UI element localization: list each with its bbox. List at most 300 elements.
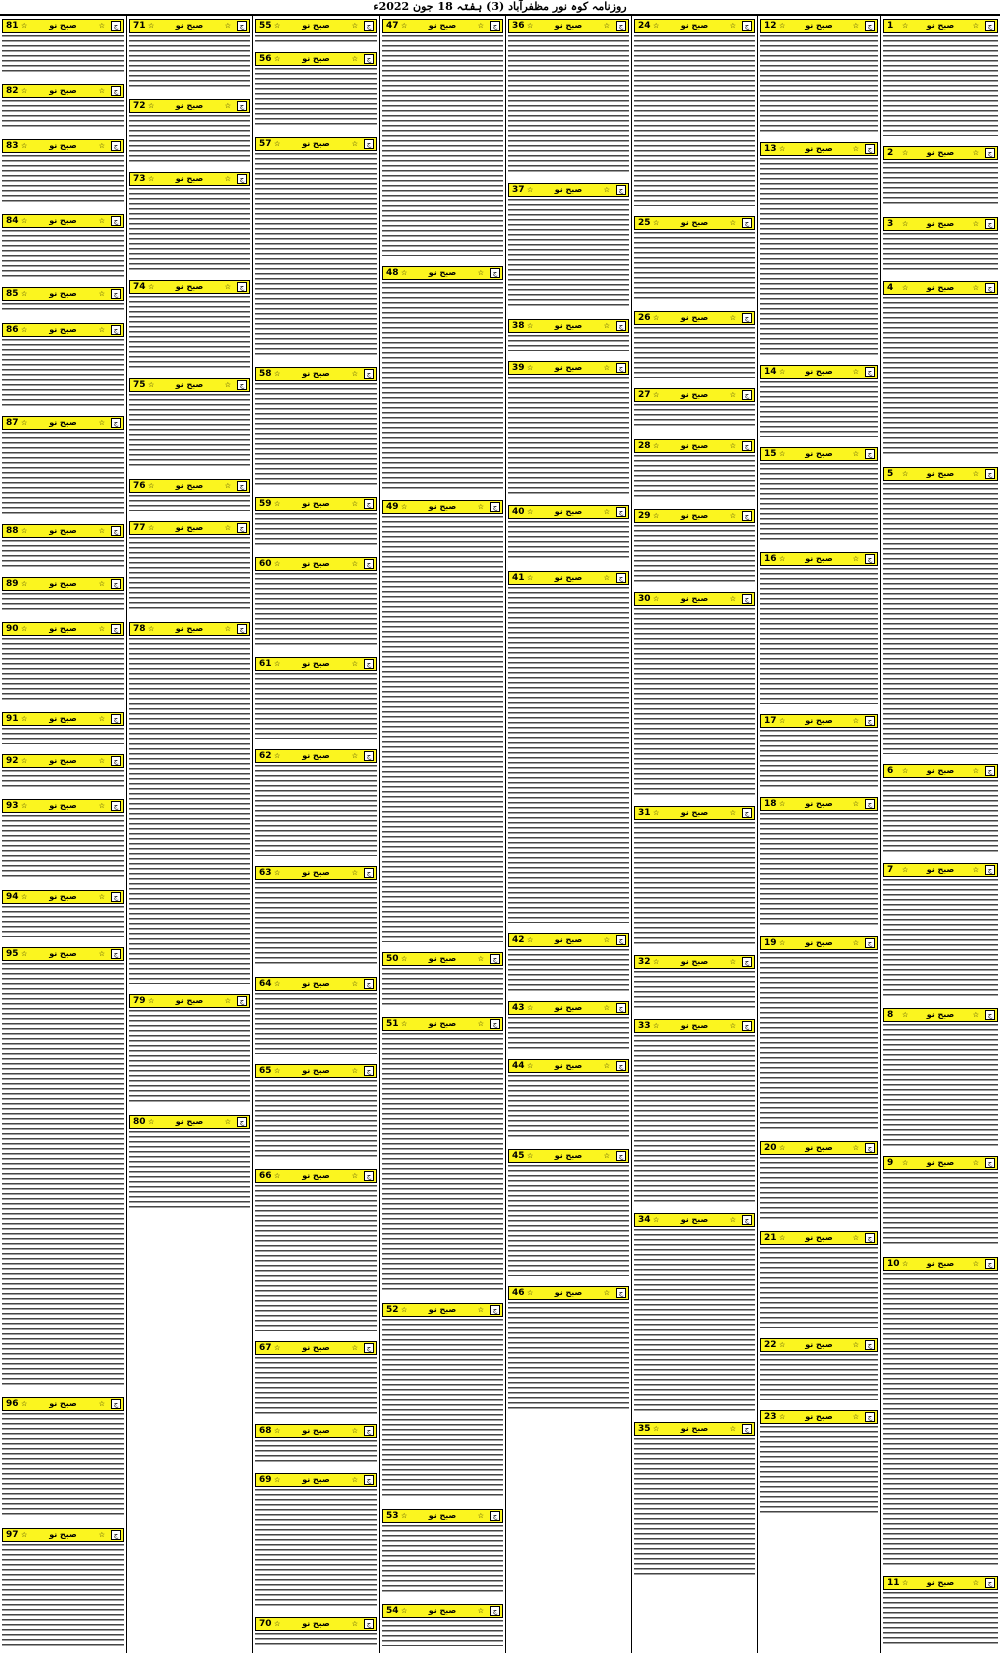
emblem-icon: ج: [490, 1305, 500, 1315]
entry-number: 69: [259, 1475, 272, 1485]
star-icon: ☆: [98, 527, 105, 535]
entry-title: صبح نو: [175, 996, 204, 1005]
entry-header: [760, 797, 878, 811]
entry-header: [129, 479, 250, 493]
emblem-icon: ج: [111, 1530, 121, 1540]
emblem-icon: ج: [364, 659, 374, 669]
entry-title: صبح نو: [554, 507, 583, 516]
entry-body-text: [2, 432, 124, 519]
emblem-icon: ج: [865, 1340, 875, 1350]
star-icon: ☆: [148, 175, 155, 183]
entry-number: 92: [6, 756, 19, 766]
star-icon: ☆: [527, 1152, 534, 1160]
star-icon: ☆: [224, 22, 231, 30]
entry-body-text: [760, 35, 878, 137]
classified-entry: [255, 657, 377, 745]
entry-body-text: [508, 949, 629, 996]
classified-entry: [760, 365, 878, 443]
entry-number: 29: [638, 511, 651, 521]
classified-entry: [634, 388, 755, 435]
star-icon: ☆: [274, 22, 281, 30]
star-icon: ☆: [729, 391, 736, 399]
star-icon: ☆: [98, 950, 105, 958]
entry-title: صبح نو: [49, 1530, 77, 1539]
entry-number: 89: [6, 579, 19, 589]
entry-title: صبح نو: [302, 1475, 330, 1484]
star-icon: ☆: [852, 1234, 859, 1242]
entry-header: [2, 577, 124, 591]
star-icon: ☆: [653, 1425, 660, 1433]
emblem-icon: ج: [364, 1343, 374, 1353]
entry-header: [255, 657, 377, 671]
star-icon: ☆: [351, 1344, 358, 1352]
emblem-icon: ج: [616, 1061, 626, 1071]
entry-body-text: [883, 879, 998, 1003]
entry-title: صبح نو: [302, 1619, 330, 1628]
star-icon: ☆: [21, 580, 28, 588]
classified-entry: [382, 1604, 503, 1652]
star-icon: ☆: [351, 55, 358, 63]
entry-title: صبح نو: [805, 1412, 833, 1421]
entry-number: 49: [386, 502, 399, 512]
star-icon: ☆: [21, 142, 28, 150]
classified-entry: [2, 1397, 124, 1524]
entry-number: 27: [638, 390, 651, 400]
entry-number: 63: [259, 868, 272, 878]
star-icon: ☆: [351, 140, 358, 148]
emblem-icon: ج: [742, 441, 752, 451]
column-8: [0, 16, 126, 1653]
entry-body-text: [2, 35, 124, 79]
entry-number: 6: [887, 766, 894, 776]
entry-number: 84: [6, 216, 19, 226]
classified-entry: [883, 1576, 998, 1652]
entry-header: [382, 952, 503, 966]
entry-title: صبح نو: [805, 716, 833, 725]
emblem-icon: ج: [490, 21, 500, 31]
entry-number: 79: [133, 996, 146, 1006]
classified-entry: [255, 557, 377, 653]
entry-number: 8: [887, 1010, 894, 1020]
entry-header: [129, 280, 250, 294]
entry-body-text: [2, 1413, 124, 1523]
entry-number: 88: [6, 526, 19, 536]
entry-header: [255, 497, 377, 511]
classified-entry: [2, 416, 124, 520]
emblem-icon: ج: [237, 380, 247, 390]
classified-entry: [508, 183, 629, 315]
entry-title: صبح نو: [926, 1158, 955, 1167]
classified-entry: [760, 936, 878, 1137]
entry-title: صبح نو: [49, 714, 77, 723]
star-icon: ☆: [653, 1022, 660, 1030]
entry-header: [2, 1397, 124, 1411]
star-icon: ☆: [729, 1425, 736, 1433]
star-icon: ☆: [729, 809, 736, 817]
star-icon: ☆: [729, 595, 736, 603]
entry-title: صبح نو: [680, 441, 709, 450]
entry-header: [255, 977, 377, 991]
entry-title: صبح نو: [680, 21, 709, 30]
star-icon: ☆: [148, 1118, 155, 1126]
entry-title: صبح نو: [805, 1340, 833, 1349]
entry-header: [883, 217, 998, 231]
star-icon: ☆: [527, 1289, 534, 1297]
entry-body-text: [508, 521, 629, 566]
classified-entry: [129, 994, 250, 1111]
entry-header: [255, 1473, 377, 1487]
entry-body-text: [255, 1489, 377, 1612]
entry-number: 11: [887, 1578, 900, 1588]
entry-header: [129, 19, 250, 33]
entry-title: صبح نو: [805, 144, 833, 153]
star-icon: ☆: [779, 1341, 786, 1349]
classified-entry: [883, 1257, 998, 1572]
classified-entry: [2, 799, 124, 886]
entry-body-text: [2, 303, 124, 318]
star-icon: ☆: [21, 1531, 28, 1539]
star-icon: ☆: [351, 22, 358, 30]
entry-number: 86: [6, 325, 19, 335]
entry-number: 5: [887, 469, 894, 479]
star-icon: ☆: [852, 717, 859, 725]
emblem-icon: ج: [490, 502, 500, 512]
star-icon: ☆: [224, 524, 231, 532]
emblem-icon: ج: [364, 751, 374, 761]
entry-header: [760, 714, 878, 728]
star-icon: ☆: [779, 1413, 786, 1421]
emblem-icon: ج: [364, 1475, 374, 1485]
classified-entry: [255, 52, 377, 133]
entry-number: 17: [764, 716, 777, 726]
entry-number: 56: [259, 54, 272, 64]
emblem-icon: ج: [111, 21, 121, 31]
entry-title: صبح نو: [175, 481, 204, 490]
star-icon: ☆: [603, 574, 610, 582]
entry-number: 35: [638, 1424, 651, 1434]
star-icon: ☆: [972, 1579, 979, 1587]
star-icon: ☆: [21, 290, 28, 298]
entry-number: 81: [6, 21, 19, 31]
entry-body-text: [634, 455, 755, 504]
entry-header: [382, 500, 503, 514]
column-1: [880, 16, 1000, 1653]
star-icon: ☆: [21, 802, 28, 810]
entry-number: 80: [133, 1117, 146, 1127]
masthead: روزنامہ کوہ نور مظفرآباد (3) ہفتہ 18 جون 2022ء: [373, 0, 627, 13]
entry-body-text: [760, 158, 878, 360]
entry-header: [2, 416, 124, 430]
entry-body-text: [255, 383, 377, 492]
entry-title: صبح نو: [554, 363, 583, 372]
entry-header: [255, 866, 377, 880]
entry-title: صبح نو: [49, 801, 77, 810]
star-icon: ☆: [274, 1344, 281, 1352]
classified-entry: [634, 806, 755, 951]
star-icon: ☆: [224, 625, 231, 633]
entry-body-text: [883, 1273, 998, 1571]
entry-title: صبح نو: [49, 1399, 77, 1408]
entry-header: [760, 1410, 878, 1424]
entry-body-text: [634, 404, 755, 434]
emblem-icon: ج: [364, 1066, 374, 1076]
emblem-icon: ج: [490, 1511, 500, 1521]
entry-header: [760, 936, 878, 950]
star-icon: ☆: [477, 22, 484, 30]
star-icon: ☆: [351, 1620, 358, 1628]
entry-body-text: [255, 1185, 377, 1336]
entry-number: 87: [6, 418, 19, 428]
emblem-icon: ج: [985, 21, 995, 31]
entry-header: [2, 19, 124, 33]
classified-entry: [129, 479, 250, 517]
entry-title: صبح نو: [926, 1010, 955, 1019]
star-icon: ☆: [729, 442, 736, 450]
star-icon: ☆: [21, 22, 28, 30]
entry-number: 94: [6, 892, 19, 902]
emblem-icon: ج: [111, 289, 121, 299]
entry-header: [634, 388, 755, 402]
star-icon: ☆: [477, 1020, 484, 1028]
entry-number: 23: [764, 1412, 777, 1422]
entry-title: صبح نو: [428, 21, 457, 30]
classified-entry: [760, 714, 878, 793]
classified-entry: [382, 266, 503, 496]
emblem-icon: ج: [111, 579, 121, 589]
entry-header: [2, 323, 124, 337]
classified-entry: [255, 19, 377, 48]
entry-header: [255, 1424, 377, 1438]
star-icon: ☆: [148, 524, 155, 532]
classified-entry: [508, 1286, 629, 1415]
star-icon: ☆: [148, 22, 155, 30]
entry-body-text: [255, 765, 377, 861]
entry-body-text: [255, 673, 377, 744]
star-icon: ☆: [902, 866, 909, 874]
entry-header: [883, 19, 998, 33]
entry-title: صبح نو: [554, 185, 583, 194]
entry-title: صبح نو: [49, 756, 77, 765]
star-icon: ☆: [274, 370, 281, 378]
entry-title: صبح نو: [302, 1171, 330, 1180]
entry-number: 68: [259, 1426, 272, 1436]
emblem-icon: ج: [364, 54, 374, 64]
star-icon: ☆: [21, 217, 28, 225]
emblem-icon: ج: [985, 219, 995, 229]
entry-body-text: [129, 35, 250, 94]
classified-entry: [883, 863, 998, 1004]
entry-title: صبح نو: [680, 218, 709, 227]
star-icon: ☆: [779, 1234, 786, 1242]
star-icon: ☆: [729, 512, 736, 520]
classified-entry: [760, 552, 878, 710]
classified-entry: [255, 1064, 377, 1165]
star-icon: ☆: [603, 186, 610, 194]
entry-number: 36: [512, 21, 525, 31]
entry-header: [634, 311, 755, 325]
entry-body-text: [255, 153, 377, 362]
entry-number: 4: [887, 283, 894, 293]
star-icon: ☆: [972, 1260, 979, 1268]
star-icon: ☆: [527, 322, 534, 330]
star-icon: ☆: [274, 1427, 281, 1435]
star-icon: ☆: [527, 364, 534, 372]
star-icon: ☆: [401, 955, 408, 963]
emblem-icon: ج: [111, 325, 121, 335]
star-icon: ☆: [401, 22, 408, 30]
entry-number: 58: [259, 369, 272, 379]
emblem-icon: ج: [111, 141, 121, 151]
star-icon: ☆: [852, 555, 859, 563]
entry-title: صبح نو: [175, 282, 204, 291]
emblem-icon: ج: [111, 1399, 121, 1409]
emblem-icon: ج: [364, 369, 374, 379]
entry-body-text: [760, 730, 878, 792]
entry-title: صبح نو: [554, 321, 583, 330]
star-icon: ☆: [902, 470, 909, 478]
star-icon: ☆: [351, 500, 358, 508]
emblem-icon: ج: [985, 865, 995, 875]
emblem-icon: ج: [742, 1215, 752, 1225]
entry-body-text: [883, 483, 998, 759]
entry-title: صبح نو: [175, 624, 204, 633]
entry-title: صبح نو: [49, 579, 77, 588]
entry-header: [634, 955, 755, 969]
entry-number: 3: [887, 219, 894, 229]
entry-title: صبح نو: [926, 1259, 955, 1268]
entry-number: 67: [259, 1343, 272, 1353]
entry-header: [760, 365, 878, 379]
classified-entry: [2, 712, 124, 750]
entry-header: [2, 712, 124, 726]
entry-body-text: [2, 230, 124, 282]
entry-title: صبح نو: [302, 54, 330, 63]
entry-header: [2, 754, 124, 768]
entry-header: [2, 287, 124, 301]
emblem-icon: ج: [237, 996, 247, 1006]
classified-entry: [634, 1213, 755, 1418]
emblem-icon: ج: [985, 1578, 995, 1588]
emblem-icon: ج: [616, 363, 626, 373]
star-icon: ☆: [779, 1144, 786, 1152]
entry-title: صبح نو: [926, 469, 955, 478]
classified-entry: [2, 577, 124, 618]
entry-number: 9: [887, 1158, 894, 1168]
star-icon: ☆: [477, 269, 484, 277]
entry-header: [883, 281, 998, 295]
star-icon: ☆: [852, 1341, 859, 1349]
star-icon: ☆: [527, 186, 534, 194]
entry-body-text: [382, 1319, 503, 1504]
entry-number: 76: [133, 481, 146, 491]
classified-entry: [2, 214, 124, 283]
classified-entry: [255, 1473, 377, 1613]
classified-entry: [129, 622, 250, 990]
entry-title: صبح نو: [49, 949, 77, 958]
star-icon: ☆: [902, 149, 909, 157]
entry-body-text: [634, 822, 755, 950]
entry-title: صبح نو: [175, 523, 204, 532]
entry-body-text: [2, 638, 124, 707]
entry-title: صبح نو: [926, 21, 955, 30]
entry-body-text: [760, 1157, 878, 1226]
entry-number: 75: [133, 380, 146, 390]
star-icon: ☆: [274, 1476, 281, 1484]
emblem-icon: ج: [364, 21, 374, 31]
star-icon: ☆: [401, 1512, 408, 1520]
star-icon: ☆: [351, 752, 358, 760]
classified-entry: [634, 19, 755, 212]
emblem-icon: ج: [742, 957, 752, 967]
classified-entry: [508, 505, 629, 567]
entry-body-text: [883, 162, 998, 212]
classified-entry: [508, 319, 629, 357]
emblem-icon: ج: [237, 523, 247, 533]
entry-title: صبح نو: [49, 216, 77, 225]
entry-header: [129, 521, 250, 535]
star-icon: ☆: [779, 22, 786, 30]
emblem-icon: ج: [364, 499, 374, 509]
entry-title: صبح نو: [49, 141, 77, 150]
entry-header: [382, 19, 503, 33]
entry-title: صبح نو: [49, 325, 77, 334]
column-3: [631, 16, 757, 1653]
emblem-icon: ج: [865, 144, 875, 154]
star-icon: ☆: [224, 997, 231, 1005]
star-icon: ☆: [852, 939, 859, 947]
classified-entry: [255, 367, 377, 493]
entry-title: صبح نو: [428, 1305, 457, 1314]
entry-header: [883, 146, 998, 160]
classified-entry: [883, 217, 998, 277]
star-icon: ☆: [972, 767, 979, 775]
entry-body-text: [508, 35, 629, 178]
entry-title: صبح نو: [554, 1003, 583, 1012]
entry-number: 38: [512, 321, 525, 331]
entry-title: صبح نو: [680, 313, 709, 322]
classified-entry: [129, 172, 250, 276]
entry-body-text: [382, 35, 503, 261]
entry-body-text: [2, 906, 124, 942]
entry-title: صبح نو: [554, 1061, 583, 1070]
entry-number: 72: [133, 101, 146, 111]
entry-body-text: [883, 780, 998, 858]
emblem-icon: ج: [364, 559, 374, 569]
entry-header: [382, 1017, 503, 1031]
entry-number: 90: [6, 624, 19, 634]
entry-title: صبح نو: [302, 868, 330, 877]
entry-number: 7: [887, 865, 894, 875]
star-icon: ☆: [148, 997, 155, 1005]
classified-entry: [760, 797, 878, 932]
emblem-icon: ج: [237, 101, 247, 111]
emblem-icon: ج: [865, 1412, 875, 1422]
star-icon: ☆: [729, 1216, 736, 1224]
star-icon: ☆: [972, 22, 979, 30]
classified-entry: [508, 933, 629, 997]
entry-title: صبح نو: [680, 594, 709, 603]
star-icon: ☆: [527, 1004, 534, 1012]
star-icon: ☆: [274, 1067, 281, 1075]
classified-entry: [2, 1528, 124, 1652]
entry-number: 52: [386, 1305, 399, 1315]
emblem-icon: ج: [742, 218, 752, 228]
entry-header: [2, 84, 124, 98]
classified-entry: [129, 19, 250, 95]
emblem-icon: ج: [865, 21, 875, 31]
entry-header: [508, 1001, 629, 1015]
entry-number: 64: [259, 979, 272, 989]
